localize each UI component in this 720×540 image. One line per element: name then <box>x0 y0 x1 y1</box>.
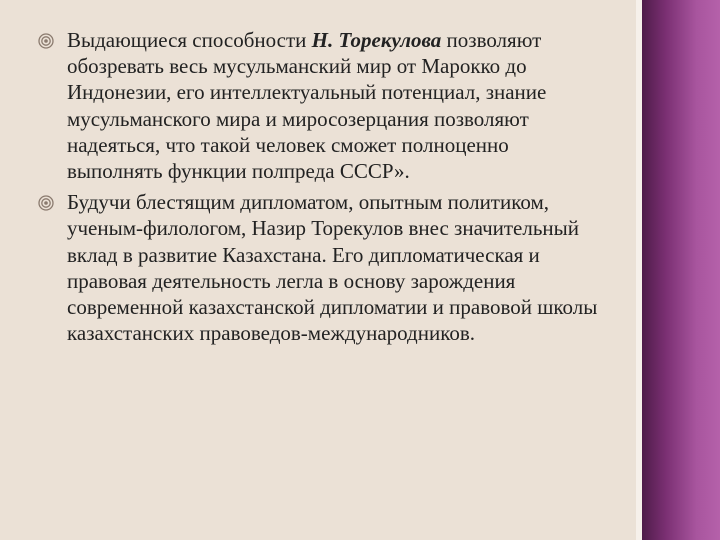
target-bullet-icon <box>38 195 54 211</box>
target-bullet-icon <box>38 33 54 49</box>
decorative-side-band <box>642 0 720 540</box>
bullet-text: Будучи блестящим дипломатом, опытным политиком, ученым-филологом, Назир Торекулов внес значительный вклад в развитие Казахстана. Его дипломатическая и правовая деятельность легла в основу зарождения современной казахстанской дипломатии и правовой школы казахстанских правоведов-международников. <box>67 190 598 346</box>
bullet-item <box>38 27 598 184</box>
bullet-item <box>38 189 598 346</box>
bullet-list <box>38 27 598 351</box>
bullet-text-prefix: Выдающиеся способности <box>67 28 312 52</box>
person-name: Н. Торекулова <box>311 28 442 52</box>
bullet-text-suffix: позволяют обозревать весь мусульманский мир от Марокко до Индонезии, его интеллектуальный потенциал, знание мусульманского мира и миросозерцания позволяют надеяться, что такой человек сможет полноценно выполнять функции полпреда СССР». <box>67 28 547 184</box>
